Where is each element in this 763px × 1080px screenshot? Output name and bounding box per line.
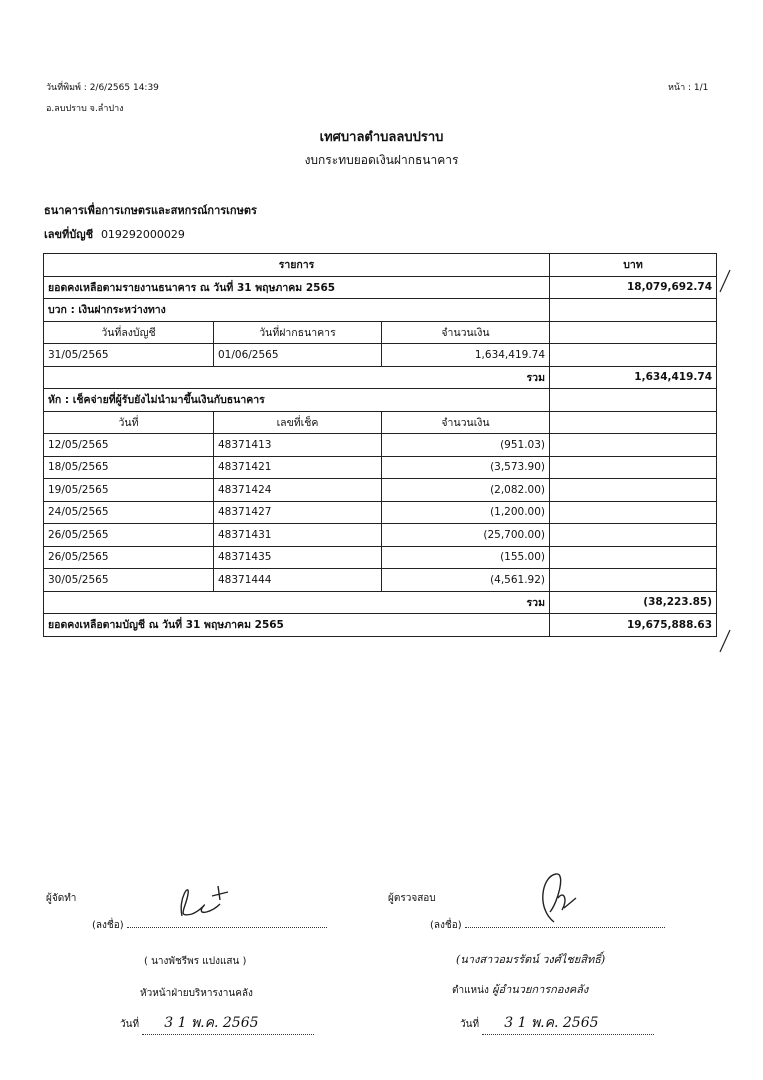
less-cheque: 48371427 [214,501,382,524]
less-cheque: 48371444 [214,569,382,592]
less-date: 26/05/2565 [44,524,214,547]
add-header-deposit-date: วันที่ฝากธนาคาร [214,321,382,344]
signature-image [532,868,580,928]
less-date: 24/05/2565 [44,501,214,524]
bank-name: ธนาคารเพื่อการเกษตรและสหกรณ์การเกษตร [44,204,257,217]
col-item-header: รายการ [44,254,550,277]
prepared-position: หัวหน้าฝ่ายบริหารงานคลัง [140,988,253,999]
bank-balance-row [44,276,717,299]
less-amount: (3,573.90) [382,456,550,479]
prepared-date-label: วันที่ [120,1019,140,1030]
checked-date: 3 1 พ.ค. 2565 [482,1012,654,1035]
less-cheque: 48371413 [214,434,382,457]
checked-position: ผู้อำนวยการกองคลัง [492,983,589,996]
less-date: 26/05/2565 [44,546,214,569]
add-header-date: วันที่ลงบัญชี [44,321,214,344]
prepared-sign-label: (ลงชื่อ) [92,920,124,931]
less-section-label: หัก : เช็คจ่ายที่ผู้รับยังไม่นำมาขึ้นเงินกับธนาคาร [44,389,550,412]
checked-role: ผู้ตรวจสอบ [388,893,436,904]
bank-balance-label: ยอดคงเหลือตามรายงานธนาคาร ณ วันที่ 31 พฤษภาคม 2565 [44,276,550,299]
tick-mark-icon [718,628,732,654]
add-deposit-date: 01/06/2565 [214,344,382,367]
add-headers-row [44,321,717,344]
less-date: 19/05/2565 [44,479,214,502]
account-label: เลขที่บัญชี [44,228,94,241]
account-line [44,225,185,243]
add-date: 31/05/2565 [44,344,214,367]
document-subtitle: งบกระทบยอดเงินฝากธนาคาร [304,153,459,167]
add-section-row [44,299,717,322]
signature-image [168,878,238,926]
less-date: 30/05/2565 [44,569,214,592]
less-cheque: 48371431 [214,524,382,547]
less-cheque: 48371435 [214,546,382,569]
checked-sign-label: (ลงชื่อ) [430,920,462,931]
add-total-label: รวม [44,366,550,389]
tick-mark-icon [718,268,732,294]
bank-balance-value: 18,079,692.74 [550,276,717,299]
less-amount: (4,561.92) [382,569,550,592]
org-short: อ.ลบปราบ จ.ลำปาง [46,104,124,114]
less-header-cheque: เลขที่เช็ค [214,411,382,434]
checked-date-line [460,1012,654,1035]
prepared-date-line [120,1012,314,1035]
table-row [44,479,717,502]
less-cheque: 48371421 [214,456,382,479]
table-row [44,434,717,457]
table-row [44,546,717,569]
prepared-name: ( นางพัชรีพร แปงแสน ) [144,956,247,967]
less-amount: (1,200.00) [382,501,550,524]
checked-position-line [452,980,588,998]
less-section-row [44,389,717,412]
less-header-amount: จำนวนเงิน [382,411,550,434]
checked-name: (นางสาวอมรรัตน์ วงศ์ไชยสิทธิ์) [456,953,606,966]
table-row [44,524,717,547]
table-row [44,501,717,524]
add-total-value: 1,634,419.74 [550,366,717,389]
less-cheque: 48371424 [214,479,382,502]
less-header-date: วันที่ [44,411,214,434]
col-baht-header: บาท [550,254,717,277]
table-row [44,456,717,479]
prepared-date: 3 1 พ.ค. 2565 [142,1012,314,1035]
add-amount: 1,634,419.74 [382,344,550,367]
less-headers-row [44,411,717,434]
document-title: เทศบาลตำบลลบปราบ [319,130,444,145]
less-amount: (951.03) [382,434,550,457]
less-amount: (25,700.00) [382,524,550,547]
table-header-row [44,254,717,277]
add-total-row [44,366,717,389]
reconciliation-table [43,253,717,637]
less-total-row [44,591,717,614]
checked-position-label: ตำแหน่ง [452,985,489,996]
account-number: 019292000029 [100,228,185,241]
checked-date-label: วันที่ [460,1019,480,1030]
add-section-label: บวก : เงินฝากระหว่างทาง [44,299,550,322]
print-date: วันที่พิมพ์ : 2/6/2565 14:39 [46,83,159,93]
less-amount: (2,082.00) [382,479,550,502]
less-date: 12/05/2565 [44,434,214,457]
page-number: หน้า : 1/1 [668,83,709,93]
less-amount: (155.00) [382,546,550,569]
table-row [44,344,717,367]
less-total-value: (38,223.85) [550,591,717,614]
add-header-amount: จำนวนเงิน [382,321,550,344]
less-total-label: รวม [44,591,550,614]
table-row [44,569,717,592]
less-date: 18/05/2565 [44,456,214,479]
prepared-role: ผู้จัดทำ [46,893,77,904]
book-balance-row [44,614,717,637]
book-balance-label: ยอดคงเหลือตามบัญชี ณ วันที่ 31 พฤษภาคม 2565 [44,614,550,637]
book-balance-value: 19,675,888.63 [550,614,717,637]
